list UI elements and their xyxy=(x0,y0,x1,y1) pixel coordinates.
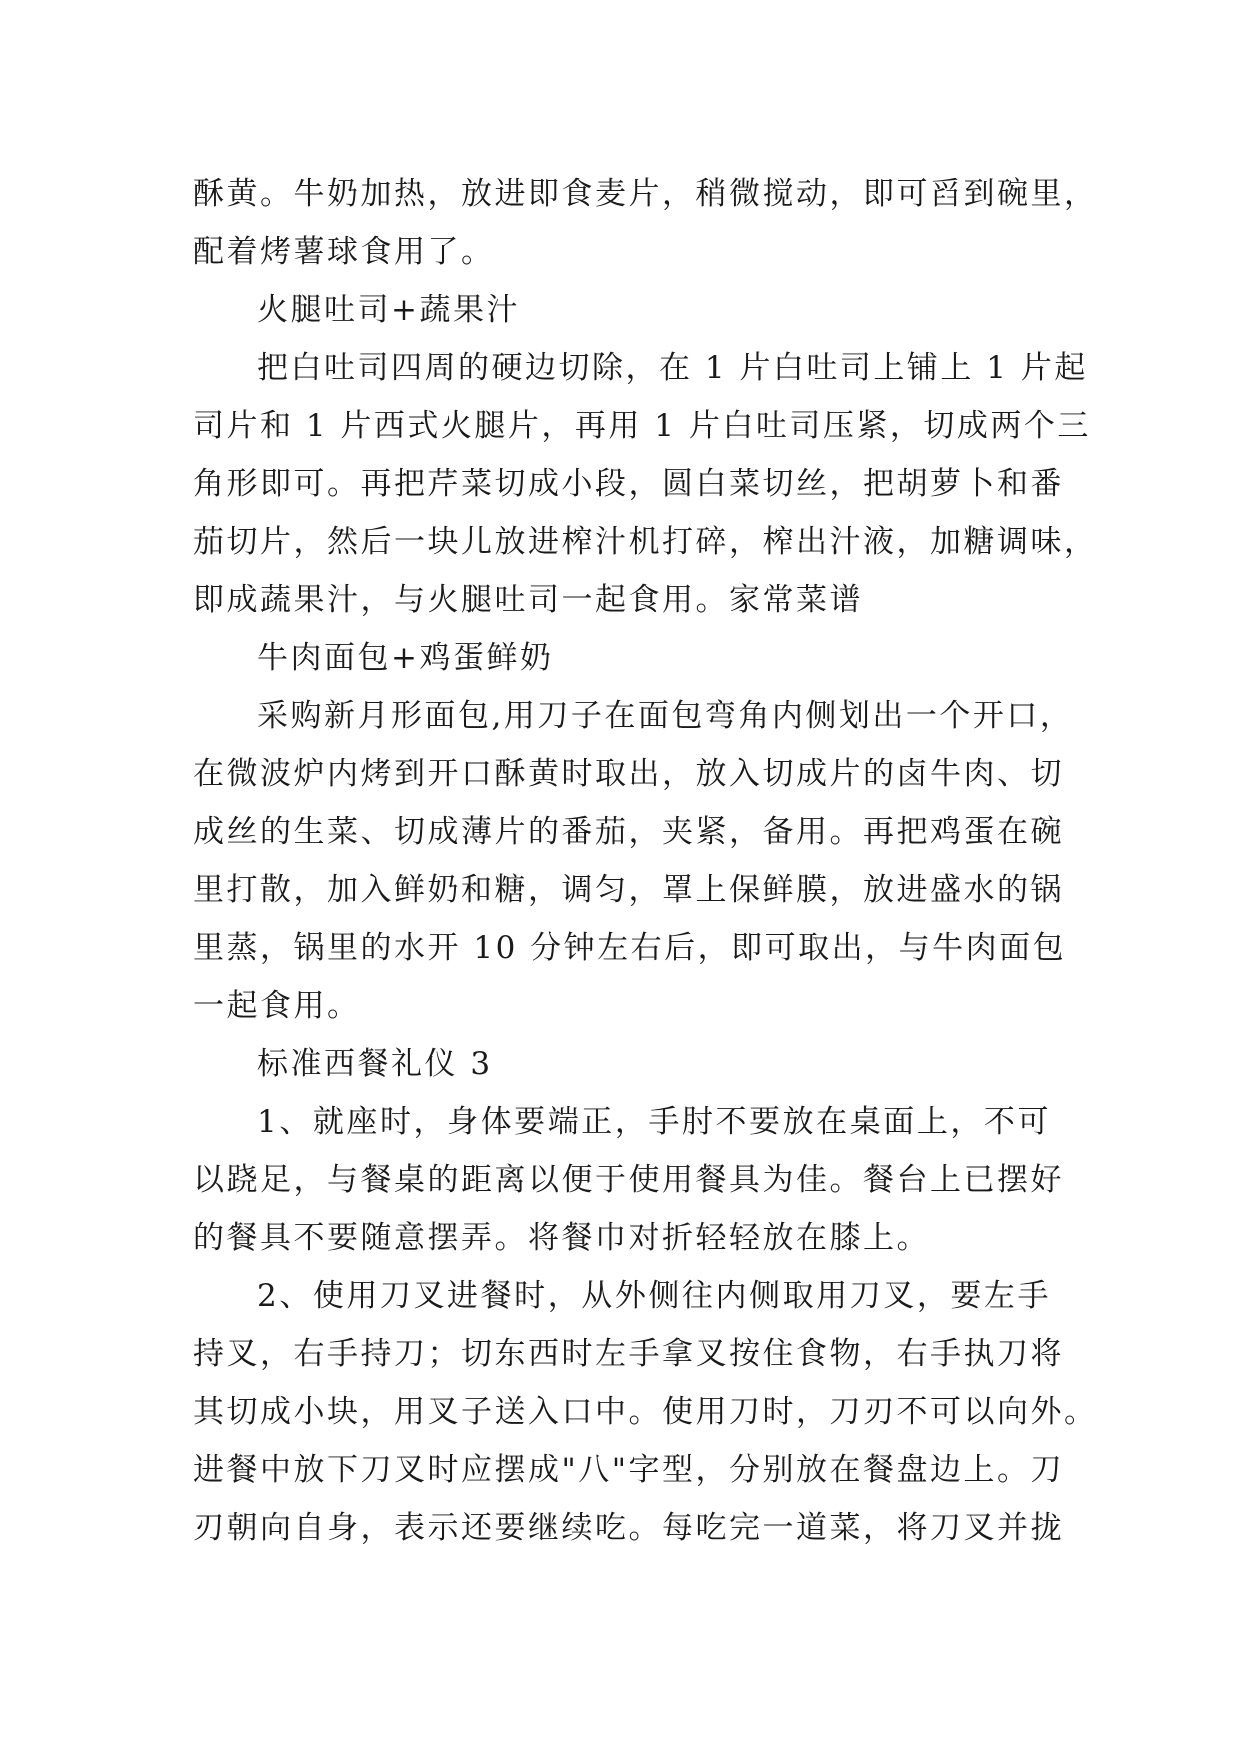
text-line: 采购新月形面包,用刀子在面包弯角内侧划出一个开口， xyxy=(257,698,1074,734)
text-line: 1、就座时，身体要端正，手肘不要放在桌面上，不可 xyxy=(257,1104,1051,1140)
text-line: 茄切片，然后一块儿放进榨汁机打碎，榨出汁液，加糖调味， xyxy=(193,524,1098,560)
text-line: 以跷足，与餐桌的距离以便于使用餐具为佳。餐台上已摆好 xyxy=(193,1162,1064,1198)
text-line: 进餐中放下刀叉时应摆成"八"字型，分别放在餐盘边上。刀 xyxy=(193,1452,1065,1488)
text-line: 刃朝向自身，表示还要继续吃。每吃完一道菜，将刀叉并拢 xyxy=(193,1510,1064,1546)
text-line: 成丝的生菜、切成薄片的番茄，夹紧，备用。再把鸡蛋在碗 xyxy=(193,814,1064,850)
text-line: 2、使用刀叉进餐时，从外侧往内侧取用刀叉，要左手 xyxy=(257,1278,1051,1314)
section-heading: 火腿吐司+蔬果汁 xyxy=(257,292,520,328)
text-line: 配着烤薯球食用了。 xyxy=(193,234,495,270)
document-body xyxy=(193,165,1098,1557)
text-line: 里蒸，锅里的水开 10 分钟左右后，即可取出，与牛肉面包 xyxy=(193,930,1067,966)
section-heading: 牛肉面包+鸡蛋鲜奶 xyxy=(257,640,554,676)
text-line: 角形即可。再把芹菜切成小段，圆白菜切丝，把胡萝卜和番 xyxy=(193,466,1064,502)
text-line: 在微波炉内烤到开口酥黄时取出，放入切成片的卤牛肉、切 xyxy=(193,756,1064,792)
text-line: 酥黄。牛奶加热，放进即食麦片，稍微搅动，即可舀到碗里， xyxy=(193,176,1098,212)
text-line: 持叉，右手持刀；切东西时左手拿叉按住食物，右手执刀将 xyxy=(193,1336,1064,1372)
text-line: 的餐具不要随意摆弄。将餐巾对折轻轻放在膝上。 xyxy=(193,1220,930,1256)
text-line: 把白吐司四周的硬边切除，在 1 片白吐司上铺上 1 片起 xyxy=(257,350,1088,386)
text-line: 即成蔬果汁，与火腿吐司一起食用。家常菜谱 xyxy=(193,582,863,618)
text-line: 里打散，加入鲜奶和糖，调匀，罩上保鲜膜，放进盛水的锅 xyxy=(193,872,1064,908)
section-heading: 标准西餐礼仪 3 xyxy=(257,1046,493,1082)
text-line: 司片和 1 片西式火腿片，再用 1 片白吐司压紧，切成两个三 xyxy=(193,408,1091,444)
text-line: 其切成小块，用叉子送入口中。使用刀时，刀刃不可以向外。 xyxy=(193,1394,1098,1430)
text-line: 一起食用。 xyxy=(193,988,361,1024)
